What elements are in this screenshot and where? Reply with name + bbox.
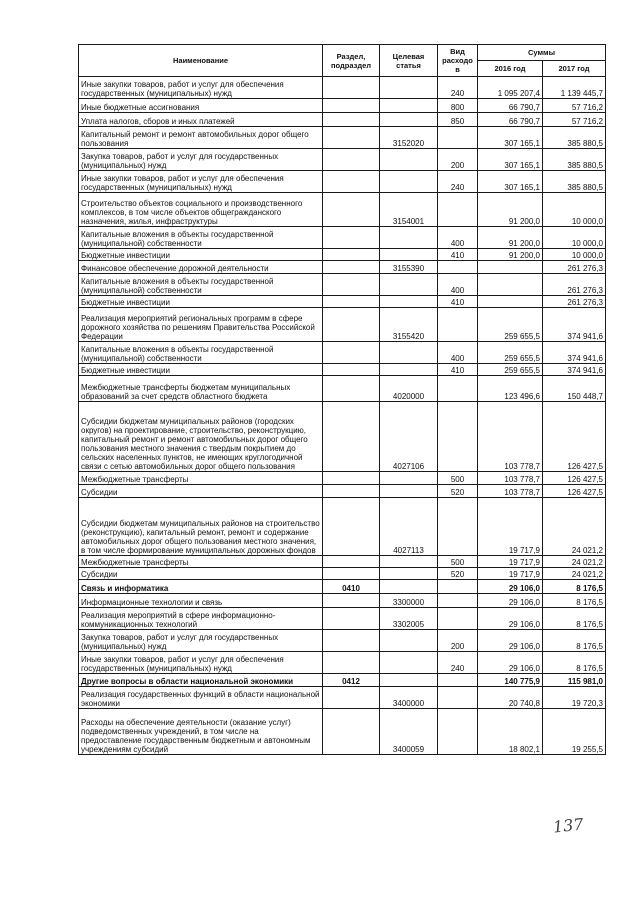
row-sum-2016-cell <box>478 296 543 308</box>
row-target-cell: 3400000 <box>380 687 438 709</box>
row-section-cell <box>323 274 380 296</box>
table-row <box>79 652 606 674</box>
row-sum-2017-cell: 374 941,6 <box>543 342 606 364</box>
table-row <box>79 261 606 274</box>
row-sum-2017-cell: 261 276,3 <box>543 296 606 308</box>
row-target-cell: 3400059 <box>380 709 438 755</box>
table-row <box>79 249 606 261</box>
row-target-cell: 3302005 <box>380 608 438 630</box>
row-target-cell <box>380 171 438 193</box>
row-name-cell: Закупка товаров, работ и услуг для государственных (муниципальных) нужд <box>79 630 323 652</box>
row-sum-2016-cell: 19 717,9 <box>478 556 543 568</box>
row-sum-2017-cell: 150 448,7 <box>543 376 606 402</box>
row-target-cell: 3152020 <box>380 127 438 149</box>
table-row <box>79 149 606 171</box>
row-section-cell <box>323 652 380 674</box>
row-section-cell <box>323 472 380 485</box>
row-sum-2016-cell: 123 496,6 <box>478 376 543 402</box>
row-sum-2016-cell: 259 655,5 <box>478 342 543 364</box>
row-name-cell: Субсидии <box>79 568 323 580</box>
row-sum-2016-cell <box>478 261 543 274</box>
row-target-cell <box>380 149 438 171</box>
row-sum-2017-cell: 115 981,0 <box>543 674 606 687</box>
row-sum-2016-cell: 29 106,0 <box>478 652 543 674</box>
row-name-cell: Капитальные вложения в объекты государственной (муниципальной) собственности <box>79 227 323 249</box>
row-target-cell <box>380 296 438 308</box>
table-row <box>79 608 606 630</box>
row-name-cell: Реализация мероприятий в сфере информационно-коммуникационных технологий <box>79 608 323 630</box>
row-sum-2016-cell: 29 106,0 <box>478 608 543 630</box>
row-target-cell <box>380 364 438 376</box>
row-kind-cell: 800 <box>438 99 478 113</box>
row-name-cell: Межбюджетные трансферты <box>79 556 323 568</box>
row-sum-2017-cell: 57 716,2 <box>543 99 606 113</box>
row-target-cell: 4027106 <box>380 402 438 472</box>
row-name-cell: Бюджетные инвестиции <box>79 364 323 376</box>
row-sum-2017-cell: 8 176,5 <box>543 652 606 674</box>
table-row <box>79 364 606 376</box>
row-target-cell <box>380 342 438 364</box>
row-sum-2016-cell: 307 165,1 <box>478 149 543 171</box>
row-kind-cell: 410 <box>438 296 478 308</box>
row-sum-2016-cell: 103 778,7 <box>478 402 543 472</box>
row-sum-2017-cell: 385 880,5 <box>543 127 606 149</box>
row-section-cell <box>323 342 380 364</box>
table-header <box>79 45 606 77</box>
table-row <box>79 308 606 342</box>
row-target-cell <box>380 580 438 594</box>
row-sum-2017-cell: 261 276,3 <box>543 274 606 296</box>
row-section-cell <box>323 113 380 127</box>
budget-table <box>78 44 606 755</box>
row-sum-2016-cell: 29 106,0 <box>478 580 543 594</box>
row-section-cell <box>323 687 380 709</box>
row-section-cell <box>323 709 380 755</box>
row-section-cell: 0410 <box>323 580 380 594</box>
row-kind-cell: 410 <box>438 364 478 376</box>
row-name-cell: Субсидии <box>79 485 323 498</box>
row-sum-2017-cell: 261 276,3 <box>543 261 606 274</box>
row-target-cell <box>380 630 438 652</box>
row-name-cell: Финансовое обеспечение дорожной деятельности <box>79 261 323 274</box>
header-year-2017: 2017 год <box>543 61 606 77</box>
budget-sheet <box>78 44 605 755</box>
row-sum-2017-cell: 24 021,2 <box>543 556 606 568</box>
row-name-cell: Другие вопросы в области национальной экономики <box>79 674 323 687</box>
table-row <box>79 171 606 193</box>
row-kind-cell: 500 <box>438 556 478 568</box>
row-target-cell: 4027113 <box>380 498 438 556</box>
header-section: Раздел, подраздел <box>323 45 380 77</box>
row-kind-cell <box>438 594 478 608</box>
table-row <box>79 77 606 99</box>
row-sum-2017-cell: 374 941,6 <box>543 308 606 342</box>
row-section-cell <box>323 376 380 402</box>
row-kind-cell: 400 <box>438 342 478 364</box>
row-kind-cell <box>438 580 478 594</box>
row-kind-cell <box>438 674 478 687</box>
row-target-cell <box>380 674 438 687</box>
row-section-cell <box>323 308 380 342</box>
row-section-cell <box>323 249 380 261</box>
row-target-cell <box>380 99 438 113</box>
row-name-cell: Связь и информатика <box>79 580 323 594</box>
row-name-cell: Субсидии бюджетам муниципальных районов на строительство (реконструкцию), капитальный ремонт, ремонт и содержание автомобильных дорог общего пользования местного значения, в том числе формирование муниципальных дорожных фондов <box>79 498 323 556</box>
table-row <box>79 580 606 594</box>
table-row <box>79 127 606 149</box>
row-sum-2017-cell: 57 716,2 <box>543 113 606 127</box>
row-section-cell <box>323 227 380 249</box>
row-target-cell: 4020000 <box>380 376 438 402</box>
row-kind-cell: 200 <box>438 630 478 652</box>
row-sum-2017-cell: 8 176,5 <box>543 580 606 594</box>
row-kind-cell: 240 <box>438 652 478 674</box>
row-sum-2016-cell <box>478 274 543 296</box>
row-name-cell: Информационные технологии и связь <box>79 594 323 608</box>
row-kind-cell <box>438 261 478 274</box>
row-section-cell <box>323 149 380 171</box>
row-target-cell <box>380 568 438 580</box>
row-name-cell: Иные закупки товаров, работ и услуг для обеспечения государственных (муниципальных) нужд <box>79 77 323 99</box>
row-sum-2016-cell: 29 106,0 <box>478 594 543 608</box>
row-sum-2017-cell: 8 176,5 <box>543 608 606 630</box>
row-target-cell <box>380 249 438 261</box>
row-name-cell: Реализация мероприятий региональных программ в сфере дорожного хозяйства по решениям Правительства Российской Федерации <box>79 308 323 342</box>
row-kind-cell <box>438 709 478 755</box>
row-sum-2017-cell: 126 427,5 <box>543 472 606 485</box>
row-kind-cell: 200 <box>438 149 478 171</box>
row-kind-cell <box>438 127 478 149</box>
row-sum-2016-cell: 307 165,1 <box>478 127 543 149</box>
table-row <box>79 568 606 580</box>
row-section-cell <box>323 498 380 556</box>
row-sum-2016-cell: 103 778,7 <box>478 485 543 498</box>
table-row <box>79 472 606 485</box>
row-section-cell <box>323 568 380 580</box>
row-section-cell <box>323 608 380 630</box>
table-row <box>79 674 606 687</box>
table-row <box>79 498 606 556</box>
header-kind: Вид расходов <box>438 45 478 77</box>
row-section-cell <box>323 364 380 376</box>
row-section-cell <box>323 171 380 193</box>
row-section-cell <box>323 402 380 472</box>
row-name-cell: Капитальный ремонт и ремонт автомобильных дорог общего пользования <box>79 127 323 149</box>
row-kind-cell: 520 <box>438 485 478 498</box>
row-name-cell: Капитальные вложения в объекты государственной (муниципальной) собственности <box>79 274 323 296</box>
row-sum-2017-cell: 374 941,6 <box>543 364 606 376</box>
row-sum-2016-cell: 19 717,9 <box>478 568 543 580</box>
row-sum-2016-cell: 1 095 207,4 <box>478 77 543 99</box>
handwritten-page-number: 137 <box>552 814 585 837</box>
row-sum-2016-cell: 66 790,7 <box>478 99 543 113</box>
row-section-cell <box>323 127 380 149</box>
table-row <box>79 193 606 227</box>
row-kind-cell <box>438 608 478 630</box>
row-target-cell <box>380 77 438 99</box>
row-sum-2016-cell: 91 200,0 <box>478 227 543 249</box>
row-kind-cell <box>438 193 478 227</box>
row-kind-cell: 850 <box>438 113 478 127</box>
table-row <box>79 342 606 364</box>
row-sum-2017-cell: 385 880,5 <box>543 149 606 171</box>
table-row <box>79 113 606 127</box>
row-sum-2016-cell: 140 775,9 <box>478 674 543 687</box>
row-kind-cell: 410 <box>438 249 478 261</box>
row-sum-2017-cell: 10 000,0 <box>543 193 606 227</box>
row-kind-cell <box>438 687 478 709</box>
row-kind-cell: 240 <box>438 77 478 99</box>
row-sum-2017-cell: 19 720,3 <box>543 687 606 709</box>
table-row <box>79 687 606 709</box>
row-sum-2016-cell: 91 200,0 <box>478 193 543 227</box>
row-name-cell: Иные закупки товаров, работ и услуг для обеспечения государственных (муниципальных) нужд <box>79 171 323 193</box>
row-section-cell <box>323 556 380 568</box>
row-section-cell <box>323 630 380 652</box>
row-sum-2016-cell: 259 655,5 <box>478 308 543 342</box>
row-sum-2017-cell: 385 880,5 <box>543 171 606 193</box>
row-target-cell <box>380 652 438 674</box>
table-row <box>79 402 606 472</box>
table-row <box>79 274 606 296</box>
table-row <box>79 376 606 402</box>
row-sum-2017-cell: 126 427,5 <box>543 402 606 472</box>
row-name-cell: Бюджетные инвестиции <box>79 249 323 261</box>
row-kind-cell: 500 <box>438 472 478 485</box>
row-target-cell: 3155420 <box>380 308 438 342</box>
row-name-cell: Субсидии бюджетам муниципальных районов (городских округов) на проектирование, строительство, реконструкцию, капитальный ремонт и ремонт автомобильных дорог общего пользования местного значения с твердым покрытием до сельских населенных пунктов, не имеющих круглогодичной связи с сетью автомобильных дорог общего пользования <box>79 402 323 472</box>
row-sum-2017-cell: 24 021,2 <box>543 568 606 580</box>
row-section-cell <box>323 193 380 227</box>
row-sum-2016-cell: 307 165,1 <box>478 171 543 193</box>
row-sum-2016-cell: 103 778,7 <box>478 472 543 485</box>
row-sum-2016-cell: 20 740,8 <box>478 687 543 709</box>
row-sum-2016-cell: 66 790,7 <box>478 113 543 127</box>
row-name-cell: Строительство объектов социального и производственного комплексов, в том числе объектов общегражданского назначения, жилья, инфраструктуры <box>79 193 323 227</box>
row-name-cell: Иные закупки товаров, работ и услуг для обеспечения государственных (муниципальных) нужд <box>79 652 323 674</box>
row-target-cell: 3155390 <box>380 261 438 274</box>
row-sum-2017-cell: 8 176,5 <box>543 630 606 652</box>
table-row <box>79 556 606 568</box>
row-target-cell <box>380 472 438 485</box>
row-kind-cell <box>438 498 478 556</box>
row-sum-2016-cell: 29 106,0 <box>478 630 543 652</box>
row-sum-2016-cell: 259 655,5 <box>478 364 543 376</box>
header-name: Наименование <box>79 45 323 77</box>
table-row <box>79 485 606 498</box>
row-name-cell: Закупка товаров, работ и услуг для государственных (муниципальных) нужд <box>79 149 323 171</box>
row-target-cell: 3154001 <box>380 193 438 227</box>
row-name-cell: Расходы на обеспечение деятельности (оказание услуг) подведомственных учреждений, в том числе на предоставление государственным бюджетным и автономным учреждениям субсидий <box>79 709 323 755</box>
row-target-cell <box>380 556 438 568</box>
row-name-cell: Бюджетные инвестиции <box>79 296 323 308</box>
header-sums: Суммы <box>478 45 606 61</box>
row-section-cell <box>323 77 380 99</box>
header-year-2016: 2016 год <box>478 61 543 77</box>
row-section-cell <box>323 99 380 113</box>
table-row <box>79 709 606 755</box>
row-sum-2017-cell: 10 000,0 <box>543 249 606 261</box>
row-name-cell: Уплата налогов, сборов и иных платежей <box>79 113 323 127</box>
row-kind-cell: 400 <box>438 227 478 249</box>
row-section-cell <box>323 485 380 498</box>
row-name-cell: Иные бюджетные ассигнования <box>79 99 323 113</box>
row-target-cell <box>380 227 438 249</box>
row-name-cell: Межбюджетные трансферты <box>79 472 323 485</box>
table-row <box>79 594 606 608</box>
row-sum-2017-cell: 126 427,5 <box>543 485 606 498</box>
row-kind-cell: 240 <box>438 171 478 193</box>
row-kind-cell: 520 <box>438 568 478 580</box>
row-target-cell <box>380 485 438 498</box>
table-row <box>79 296 606 308</box>
row-target-cell <box>380 274 438 296</box>
row-section-cell: 0412 <box>323 674 380 687</box>
row-sum-2016-cell: 18 802,1 <box>478 709 543 755</box>
row-target-cell <box>380 113 438 127</box>
row-section-cell <box>323 261 380 274</box>
table-row <box>79 227 606 249</box>
row-sum-2017-cell: 10 000,0 <box>543 227 606 249</box>
row-name-cell: Капитальные вложения в объекты государственной (муниципальной) собственности <box>79 342 323 364</box>
header-target: Целевая статья <box>380 45 438 77</box>
row-sum-2016-cell: 91 200,0 <box>478 249 543 261</box>
row-sum-2017-cell: 1 139 445,7 <box>543 77 606 99</box>
table-body <box>79 77 606 755</box>
row-name-cell: Реализация государственных функций в области национальной экономики <box>79 687 323 709</box>
row-sum-2017-cell: 8 176,5 <box>543 594 606 608</box>
table-row <box>79 99 606 113</box>
row-target-cell: 3300000 <box>380 594 438 608</box>
row-kind-cell <box>438 402 478 472</box>
row-sum-2017-cell: 24 021,2 <box>543 498 606 556</box>
row-sum-2016-cell: 19 717,9 <box>478 498 543 556</box>
table-row <box>79 630 606 652</box>
row-section-cell <box>323 594 380 608</box>
row-name-cell: Межбюджетные трансферты бюджетам муниципальных образований за счет средств областного бюджета <box>79 376 323 402</box>
row-kind-cell <box>438 376 478 402</box>
row-section-cell <box>323 296 380 308</box>
row-sum-2017-cell: 19 255,5 <box>543 709 606 755</box>
row-kind-cell <box>438 308 478 342</box>
row-kind-cell: 400 <box>438 274 478 296</box>
